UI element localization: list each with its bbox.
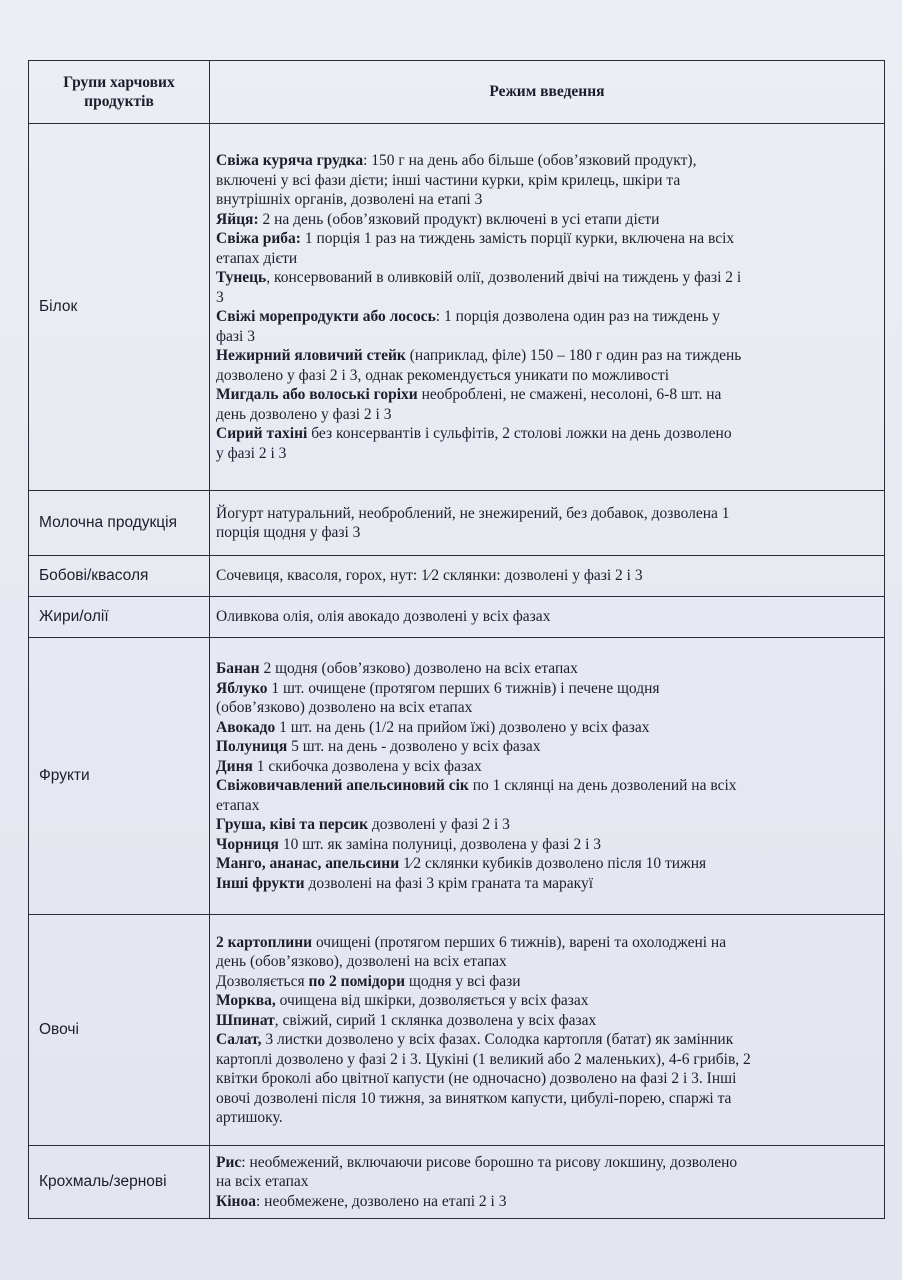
rule-line-bold: Свіжовичавлений апельсиновий сік <box>216 777 469 794</box>
rule-line <box>216 1089 876 1109</box>
rule-line-text: внутрішніх органів, дозволені на етапі 3 <box>216 191 483 208</box>
rule-line-bold: Сирий тахіні <box>216 425 308 442</box>
rule-line <box>216 1153 876 1173</box>
rule-line-text: 2 на день (обов’язковий продукт) включені в усі етапи дієти <box>258 210 660 228</box>
rule-line <box>216 874 876 894</box>
rule-line-text: очищені (протягом перших 6 тижнів), варені та охолоджені на <box>312 933 727 951</box>
rule-line-text: : необмежений, включаючи рисове борошно та рисову локшину, дозволено <box>241 1153 738 1171</box>
table-row <box>29 1146 885 1219</box>
rule-line-text: 1 шт. на день (1/2 на прийом їжі) дозволено у всіх фазах <box>275 718 650 736</box>
rule-line-bold: Нежирний яловичий стейк <box>216 347 406 364</box>
rule-line-bold: Диня <box>216 757 253 775</box>
rule-line <box>216 327 876 347</box>
rule-line-text: , консервований в оливковій олії, дозволений двічі на тиждень у фазі 2 і <box>266 269 742 286</box>
rule-line <box>216 737 876 757</box>
rule-line <box>216 1069 876 1089</box>
rule-line <box>216 796 876 816</box>
rule-line-text: артишоку. <box>216 1109 283 1126</box>
rule-line-bold: Рис <box>216 1153 242 1171</box>
rule-line <box>216 288 876 308</box>
rule-line-bold: Кіноа <box>216 1192 256 1210</box>
table-row <box>29 915 885 1146</box>
rule-line-text: 3 листки дозволено у всіх фазах. Солодка картопля (батат) як замінник <box>261 1031 734 1048</box>
rule-line-text: день (обов’язково), дозволені на всіх етапах <box>216 953 507 970</box>
rule-line-text: (наприклад, філе) 150 – 180 г один раз на тиждень <box>405 347 742 364</box>
rule-line-bold: Свіжа риба: <box>216 230 301 247</box>
rule-line <box>216 504 876 524</box>
rule-line-text: 2 щодня (обов’язково) дозволено на всіх етапах <box>259 660 578 677</box>
rule-line-text: (обов’язково) дозволено на всіх етапах <box>216 699 473 716</box>
rule-line <box>216 776 876 796</box>
rule-line-bold: Банан <box>216 660 260 677</box>
rule-line <box>216 933 876 953</box>
rule-line-text: 3 <box>216 288 224 306</box>
table-row <box>29 124 885 491</box>
rule-line-bold: Салат, <box>216 1031 262 1048</box>
rule-line-text: Йогурт натуральний, необроблений, не знежирений, без добавок, дозволена 1 <box>216 504 730 522</box>
group-vegetables: Овочі <box>29 915 210 1146</box>
rule-line <box>216 854 876 874</box>
rule-line-text: етапах <box>216 796 260 814</box>
rule-line <box>216 1192 876 1212</box>
rules-fruits <box>210 638 885 915</box>
rule-line <box>216 1172 876 1192</box>
rule-line-text: 1 порція 1 раз на тиждень замість порції курки, включена на всіх <box>300 230 735 247</box>
rule-line-text: овочі дозволені після 10 тижня, за винятком капусти, цибулі-порею, спаржі та <box>216 1089 732 1107</box>
rule-line-bold: Свіжі морепродукти або лосось <box>216 308 436 325</box>
rule-line <box>216 268 876 288</box>
rules-vegetables <box>210 915 885 1146</box>
rule-line-bold: 2 картоплини <box>216 933 313 951</box>
rule-line <box>216 835 876 855</box>
group-fruits: Фрукти <box>29 638 210 915</box>
rule-line <box>216 424 876 444</box>
header-row <box>29 61 885 124</box>
rule-line-bold: Тунець <box>216 269 267 286</box>
table-row <box>29 491 885 556</box>
rule-line-text: : 150 г на день або більше (обов’язковий продукт), <box>363 152 697 169</box>
rule-line-text: Дозволяється <box>216 972 309 990</box>
rule-line <box>216 210 876 230</box>
rule-line <box>216 229 876 249</box>
rule-line-bold: по 2 помідори <box>308 972 406 990</box>
rules-protein <box>210 124 885 491</box>
rule-line <box>216 171 876 191</box>
rule-line <box>216 952 876 972</box>
rule-line <box>216 1108 876 1128</box>
rule-line-text: : необмежене, дозволено на етапі 2 і 3 <box>255 1192 507 1210</box>
rules-fats <box>210 597 885 638</box>
rule-line-bold: Манго, ананас, апельсини <box>216 855 400 872</box>
rule-line <box>216 307 876 327</box>
table-row <box>29 556 885 597</box>
rule-line-text: дозволені у фазі 2 і 3 <box>368 816 510 833</box>
rule-line-bold: Чорниця <box>216 835 279 853</box>
rule-line <box>216 679 876 699</box>
rule-line <box>216 523 876 543</box>
table-row <box>29 638 885 915</box>
rule-line <box>216 815 876 835</box>
rule-line-text: етапах дієти <box>216 249 298 267</box>
group-protein: Білок <box>29 124 210 491</box>
rule-line-text: включені у всі фази дієти; інші частини курки, крім крилець, шкіри та <box>216 171 681 189</box>
rule-line-text: картоплі дозволено у фазі 2 і 3. Цукіні (1 великий або 2 маленьких), 4-6 грибів, 2 <box>216 1050 751 1068</box>
rule-line-text: дозволені на фазі 3 крім граната та маракуї <box>304 874 594 892</box>
rule-line-bold: Яблуко <box>216 679 268 697</box>
rule-line-text: без консервантів і сульфітів, 2 столові ложки на день дозволено <box>307 425 732 442</box>
rule-line-text: необроблені, не смажені, несолоні, 6-8 шт. на <box>417 386 722 403</box>
rules-legumes <box>210 556 885 597</box>
rule-line-text: у фазі 2 і 3 <box>216 444 287 462</box>
rule-line-text: порція щодня у фазі 3 <box>216 524 361 541</box>
rule-line <box>216 757 876 777</box>
rule-line <box>216 607 876 627</box>
rule-line-bold: Шпинат <box>216 1011 275 1029</box>
rule-line-bold: Інші фрукти <box>216 874 305 892</box>
rule-line <box>216 1030 876 1050</box>
rule-line-bold: Морква, <box>216 992 276 1009</box>
rule-line-text: щодня у всі фази <box>405 972 521 990</box>
rule-line-text: на всіх етапах <box>216 1173 309 1191</box>
rule-line-text: 1 скибочка дозволена у всіх фазах <box>252 757 482 775</box>
rule-line-text: Оливкова олія, олія авокадо дозволені у всіх фазах <box>216 608 551 626</box>
rule-line <box>216 346 876 366</box>
rule-line-bold: Яйця: <box>216 210 259 228</box>
rule-line <box>216 659 876 679</box>
rule-line-bold: Авокадо <box>216 718 276 736</box>
rule-line-text: , свіжий, сирий 1 склянка дозволена у всіх фазах <box>274 1011 597 1029</box>
rule-line <box>216 718 876 738</box>
rule-line-text: 1 шт. очищене (протягом перших 6 тижнів) і печене щодня <box>267 679 660 697</box>
diet-table <box>28 60 885 1219</box>
group-fats: Жири/олії <box>29 597 210 638</box>
rule-line-text: 1⁄2 склянки кубиків дозволено після 10 тижня <box>399 855 707 872</box>
rule-line <box>216 444 876 464</box>
rules-starch <box>210 1146 885 1219</box>
group-starch: Крохмаль/зернові <box>29 1146 210 1219</box>
rules-dairy <box>210 491 885 556</box>
group-dairy: Молочна продукція <box>29 491 210 556</box>
rule-line-text: день дозволено у фазі 2 і 3 <box>216 405 392 423</box>
rule-line-text: : 1 порція дозволена один раз на тиждень у <box>435 308 721 325</box>
rule-line-text: очищена від шкірки, дозволяється у всіх фазах <box>275 992 589 1009</box>
header-intro-mode: Режим введення <box>210 61 885 124</box>
rule-line <box>216 190 876 210</box>
rule-line-text: 10 шт. як заміна полуниці, дозволена у фазі 2 і 3 <box>278 835 602 853</box>
rule-line <box>216 566 876 586</box>
rule-line-text: дозволено у фазі 2 і 3, однак рекомендується уникати по можливості <box>216 366 670 384</box>
rule-line <box>216 151 876 171</box>
rule-line <box>216 366 876 386</box>
rule-line-bold: Мигдаль або волоські горіхи <box>216 386 418 403</box>
table-row <box>29 597 885 638</box>
rule-line <box>216 405 876 425</box>
rule-line <box>216 249 876 269</box>
rule-line-text: по 1 склянці на день дозволений на всіх <box>468 777 737 794</box>
rule-line-text: фазі 3 <box>216 327 255 345</box>
header-food-groups: Групи харчових продуктів <box>29 61 210 124</box>
rule-line-text: 5 шт. на день - дозволено у всіх фазах <box>287 738 541 755</box>
rule-line <box>216 385 876 405</box>
rule-line <box>216 698 876 718</box>
rule-line-text: Сочевиця, квасоля, горох, нут: 1⁄2 склянки: дозволені у фазі 2 і 3 <box>216 567 643 585</box>
rule-line <box>216 1011 876 1031</box>
rule-line-text: квітки броколі або цвітної капусти (не одночасно) дозволено на фазі 2 і 3. Інші <box>216 1070 737 1087</box>
group-legumes: Бобові/квасоля <box>29 556 210 597</box>
rule-line <box>216 991 876 1011</box>
rule-line-bold: Груша, ківі та персик <box>216 816 369 833</box>
rule-line <box>216 972 876 992</box>
rule-line <box>216 1050 876 1070</box>
rule-line-bold: Свіжа куряча грудка <box>216 152 364 169</box>
rule-line-bold: Полуниця <box>216 738 288 755</box>
